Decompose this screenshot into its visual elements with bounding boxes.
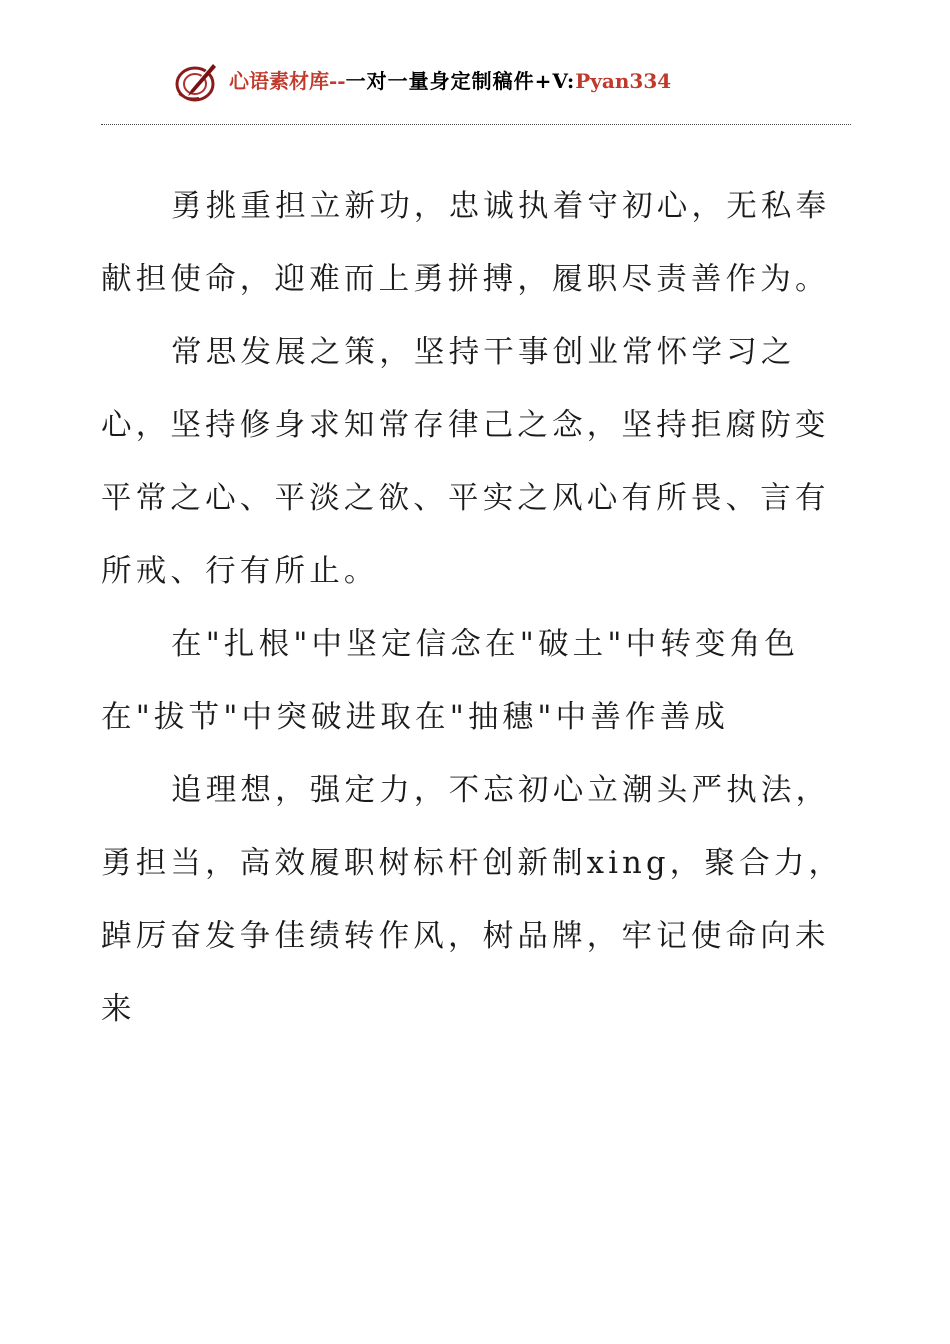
page-header — [0, 58, 950, 106]
contact-handle: Pyan334 — [575, 69, 672, 93]
header-slogan: 一对一量身定制稿件+V: — [345, 69, 576, 93]
paragraph: 勇挑重担立新功，忠诚执着守初心，无私奉献担使命，迎难而上勇拼搏，履职尽责善作为。 — [101, 189, 831, 297]
header-dash: -- — [329, 69, 346, 93]
document-body — [101, 170, 861, 1046]
paragraph: 在"扎根"中坚定信念在"破土"中转变角色 — [171, 627, 800, 662]
header-divider — [101, 124, 851, 125]
quill-logo-icon — [173, 60, 219, 104]
paragraph: 在"拔节"中突破进取在"抽穗"中善作善成 — [101, 700, 730, 735]
brand-name: 心语素材库 — [229, 69, 329, 93]
header-title — [229, 66, 671, 96]
paragraph: 追理想，强定力，不忘初心立潮头严执法，勇担当，高效履职树标杆创新制xing，聚合力，踔厉奋发争佳绩转作风，树品牌，牢记使命向未来 — [101, 773, 844, 1027]
paragraph: 常思发展之策，坚持干事创业常怀学习之心，坚持修身求知常存律己之念，坚持拒腐防变平常之心、平淡之欲、平实之风心有所畏、言有所戒、行有所止。 — [101, 335, 830, 589]
